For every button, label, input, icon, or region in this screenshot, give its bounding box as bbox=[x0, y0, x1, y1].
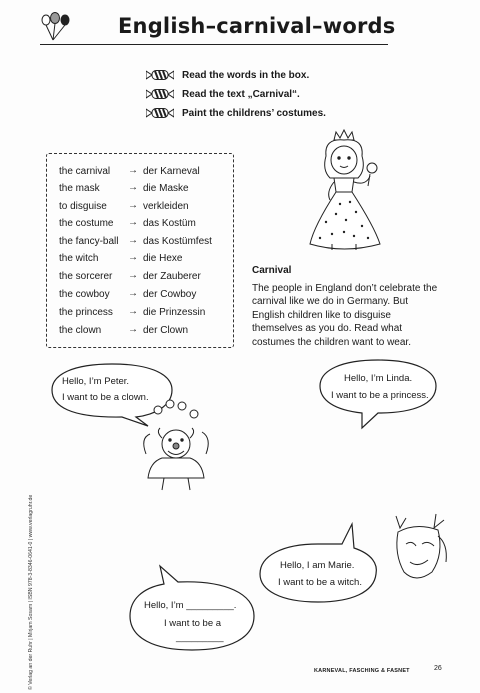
german-word: die Prinzessin bbox=[143, 307, 206, 318]
german-word: verkleiden bbox=[143, 201, 189, 212]
bubble-line: I want to be a bbox=[164, 618, 222, 629]
german-word: das Kostüm bbox=[143, 218, 196, 229]
german-word: der Zauberer bbox=[143, 271, 201, 282]
english-word: the costume bbox=[59, 218, 114, 229]
vocabulary-row bbox=[59, 218, 231, 234]
english-word: the fancy-ball bbox=[59, 236, 119, 247]
vocabulary-box bbox=[46, 153, 234, 348]
arrow-icon: → bbox=[128, 200, 138, 211]
page-title: English–carnival–words bbox=[118, 14, 396, 38]
arrow-icon: → bbox=[128, 235, 138, 246]
german-word: das Kostümfest bbox=[143, 236, 212, 247]
bubble-line: Hello, I’m _________. bbox=[144, 600, 237, 611]
mask-illustration bbox=[386, 510, 452, 586]
vocabulary-row bbox=[59, 201, 231, 217]
english-word: the witch bbox=[59, 253, 99, 264]
bubble-line: I want to be a princess. bbox=[331, 390, 429, 401]
english-word: the clown bbox=[59, 325, 102, 336]
german-word: der Karneval bbox=[143, 166, 200, 177]
princess-illustration bbox=[296, 126, 396, 256]
instruction-item bbox=[146, 66, 446, 84]
instruction-text: Read the text „Carnival“. bbox=[182, 88, 300, 100]
english-word: the cowboy bbox=[59, 289, 110, 300]
copyright-credit: © Verlag an der Ruhr | Mirjam Sosam | ISBN 978-3-8346-0641-0 | www.verlagruhr.de bbox=[28, 494, 34, 690]
arrow-icon: → bbox=[128, 270, 138, 281]
english-word: the mask bbox=[59, 183, 100, 194]
vocabulary-row bbox=[59, 325, 231, 341]
bubble-line: I want to be a clown. bbox=[62, 392, 149, 403]
bubble-line: Hello, I am Marie. bbox=[280, 560, 355, 571]
german-word: die Hexe bbox=[143, 253, 183, 264]
vocabulary-row bbox=[59, 271, 231, 287]
title-underline bbox=[40, 44, 388, 45]
vocabulary-row bbox=[59, 236, 231, 252]
german-word: der Clown bbox=[143, 325, 189, 336]
german-word: der Cowboy bbox=[143, 289, 197, 300]
english-word: the princess bbox=[59, 307, 113, 318]
arrow-icon: → bbox=[128, 324, 138, 335]
candy-icon bbox=[146, 107, 174, 119]
speech-bubble-marie bbox=[258, 520, 380, 608]
speech-bubble-linda bbox=[318, 356, 438, 430]
german-word: die Maske bbox=[143, 183, 189, 194]
bubble-line: _________ bbox=[176, 632, 224, 643]
speech-bubble-blank bbox=[126, 560, 258, 656]
arrow-icon: → bbox=[128, 217, 138, 228]
clown-illustration bbox=[136, 398, 216, 494]
english-word: the sorcerer bbox=[59, 271, 113, 282]
footer-caption: KARNEVAL, FASCHING & FASNET bbox=[314, 668, 410, 674]
candy-icon bbox=[146, 69, 174, 81]
arrow-icon: → bbox=[128, 182, 138, 193]
bubble-line: Hello, I’m Peter. bbox=[62, 376, 130, 387]
english-word: the carnival bbox=[59, 166, 111, 177]
page-number: 26 bbox=[434, 665, 442, 672]
vocabulary-row bbox=[59, 183, 231, 199]
bubble-line: Hello, I’m Linda. bbox=[344, 373, 413, 384]
arrow-icon: → bbox=[128, 252, 138, 263]
arrow-icon: → bbox=[128, 306, 138, 317]
vocabulary-row bbox=[59, 307, 231, 323]
arrow-icon: → bbox=[128, 165, 138, 176]
instruction-item bbox=[146, 85, 446, 103]
vocabulary-row bbox=[59, 166, 231, 182]
bubble-line: I want to be a witch. bbox=[278, 577, 362, 588]
instruction-item bbox=[146, 104, 446, 122]
carnival-heading: Carnival bbox=[252, 265, 292, 276]
carnival-text: The people in England don’t celebrate the carnival like we do in Germany. But English children like to disguise themselves as you do. Read what costumes the children want to wear. bbox=[252, 283, 438, 348]
candy-icon bbox=[146, 88, 174, 100]
english-word: to disguise bbox=[59, 201, 107, 212]
instruction-text: Read the words in the box. bbox=[182, 69, 310, 81]
vocabulary-row bbox=[59, 253, 231, 269]
arrow-icon: → bbox=[128, 288, 138, 299]
instruction-text: Paint the childrens’ costumes. bbox=[182, 107, 326, 119]
vocabulary-row bbox=[59, 289, 231, 305]
instructions-list bbox=[146, 66, 446, 123]
